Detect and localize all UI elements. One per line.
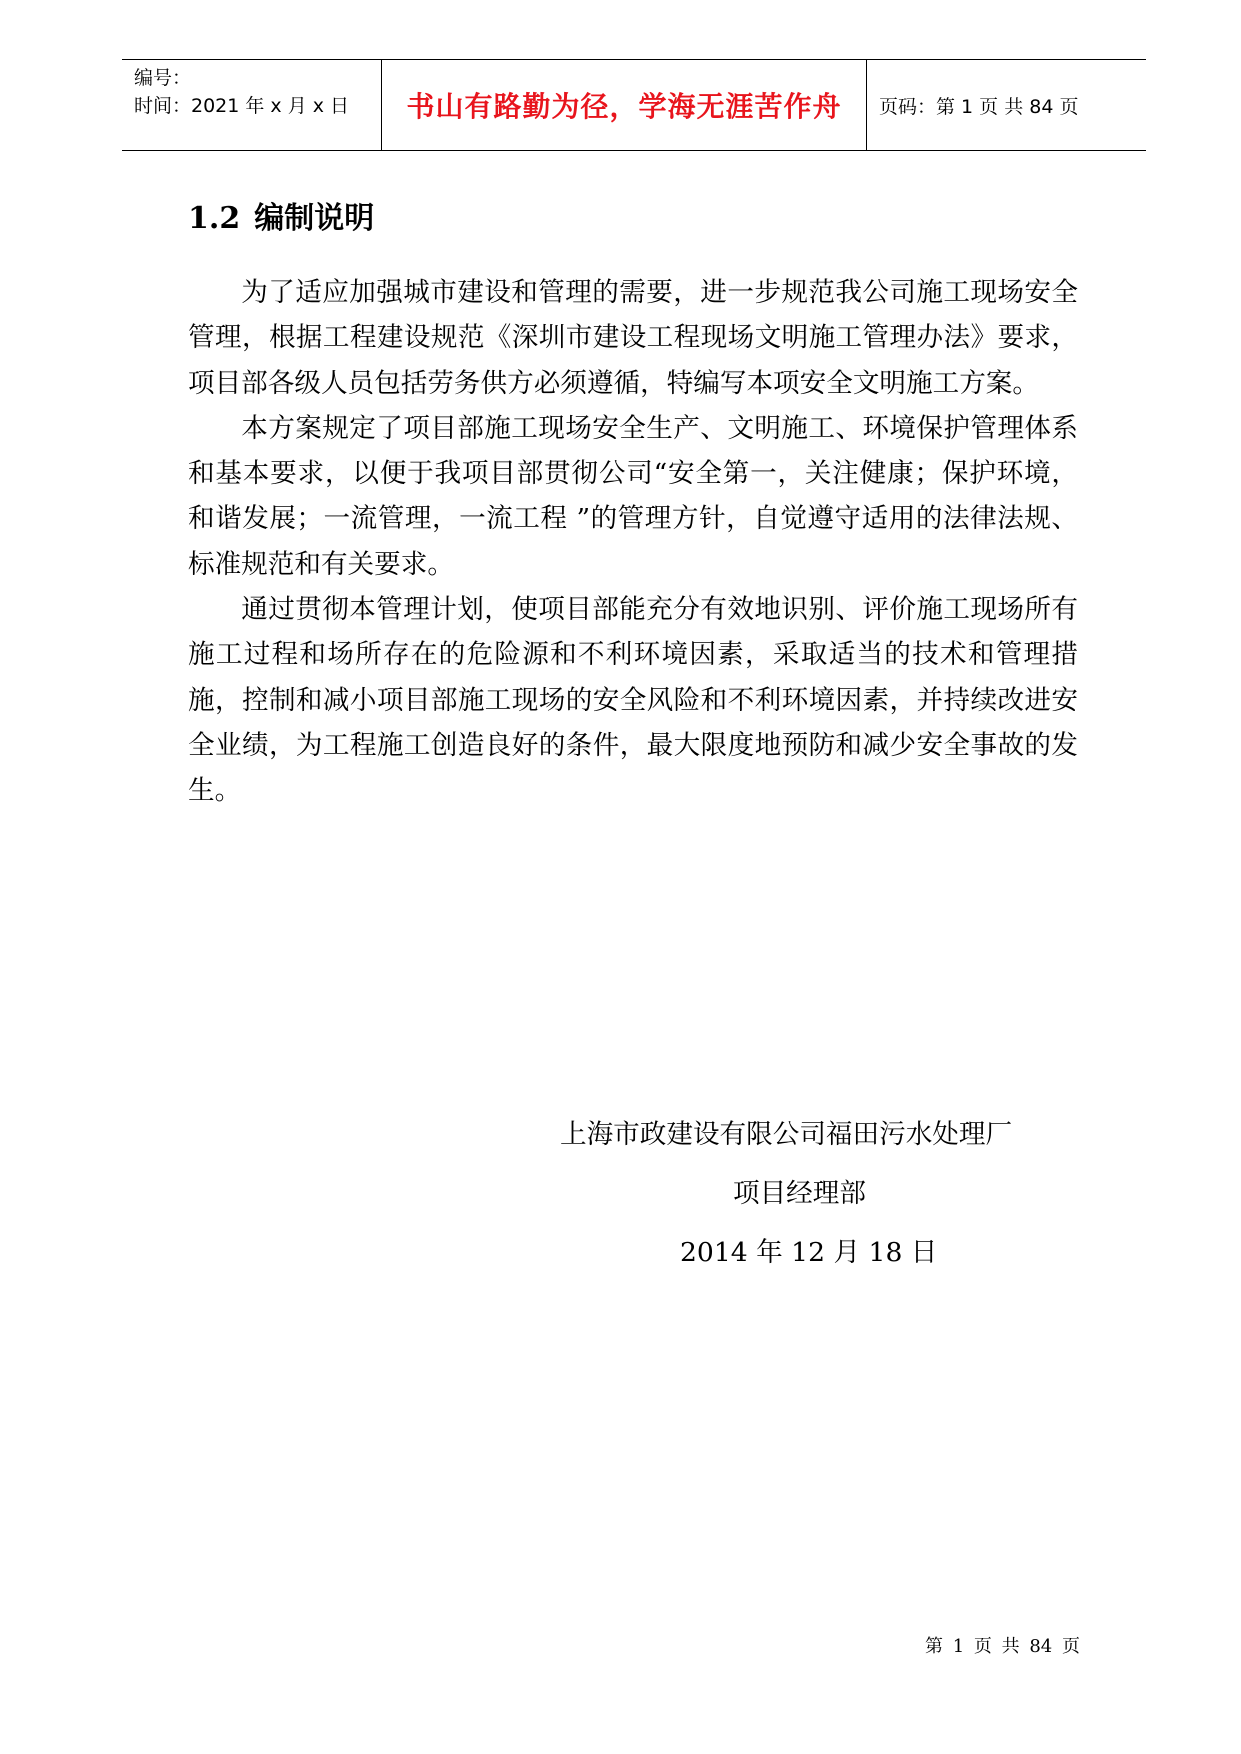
section-heading [188,193,374,237]
document-number-label: 编号： [134,67,192,89]
signature-department: 项目经理部 [733,1178,866,1209]
document-time-label: 时间：2021 年 x 月 x 日 [134,95,350,117]
header-page-info: 页码：第 1 页 共 84 页 [879,95,1079,118]
header-meta [122,60,382,150]
body-text [188,270,1078,814]
signature-date: 2014 年 12 月 18 日 [680,1237,938,1268]
header-motto: 书山有路勤为径，学海无涯苦作舟 [406,90,842,123]
section-number: 1.2 [188,201,241,236]
page-header [122,59,1146,151]
paragraph-2: 本方案规定了项目部施工现场安全生产、文明施工、环境保护管理体系和基本要求，以便于我项目部贯彻公司“安全第一，关注健康；保护环境，和谐发展；一流管理，一流工程 ”的管理方针，自觉遵守适用的法律法规、标准规范和有关要求。 [188,412,1078,580]
paragraph-3: 通过贯彻本管理计划，使项目部能充分有效地识别、评价施工现场所有施工过程和场所存在的危险源和不利环境因素，采取适当的技术和管理措施，控制和减小项目部施工现场的安全风险和不利环境因素，并持续改进安全业绩，为工程施工创造良好的条件，最大限度地预防和减少安全事故的发生。 [188,594,1078,807]
paragraph-1: 为了适应加强城市建设和管理的需要，进一步规范我公司施工现场安全管理，根据工程建设规范《深圳市建设工程现场文明施工管理办法》要求，项目部各级人员包括劳务供方必须遵循，特编写本项安全文明施工方案。 [188,277,1078,399]
signature-company: 上海市政建设有限公司福田污水处理厂 [560,1119,1013,1150]
header-motto-cell [382,60,867,150]
page-footer: 第 1 页 共 84 页 [925,1636,1080,1657]
section-title: 编制说明 [254,201,375,236]
